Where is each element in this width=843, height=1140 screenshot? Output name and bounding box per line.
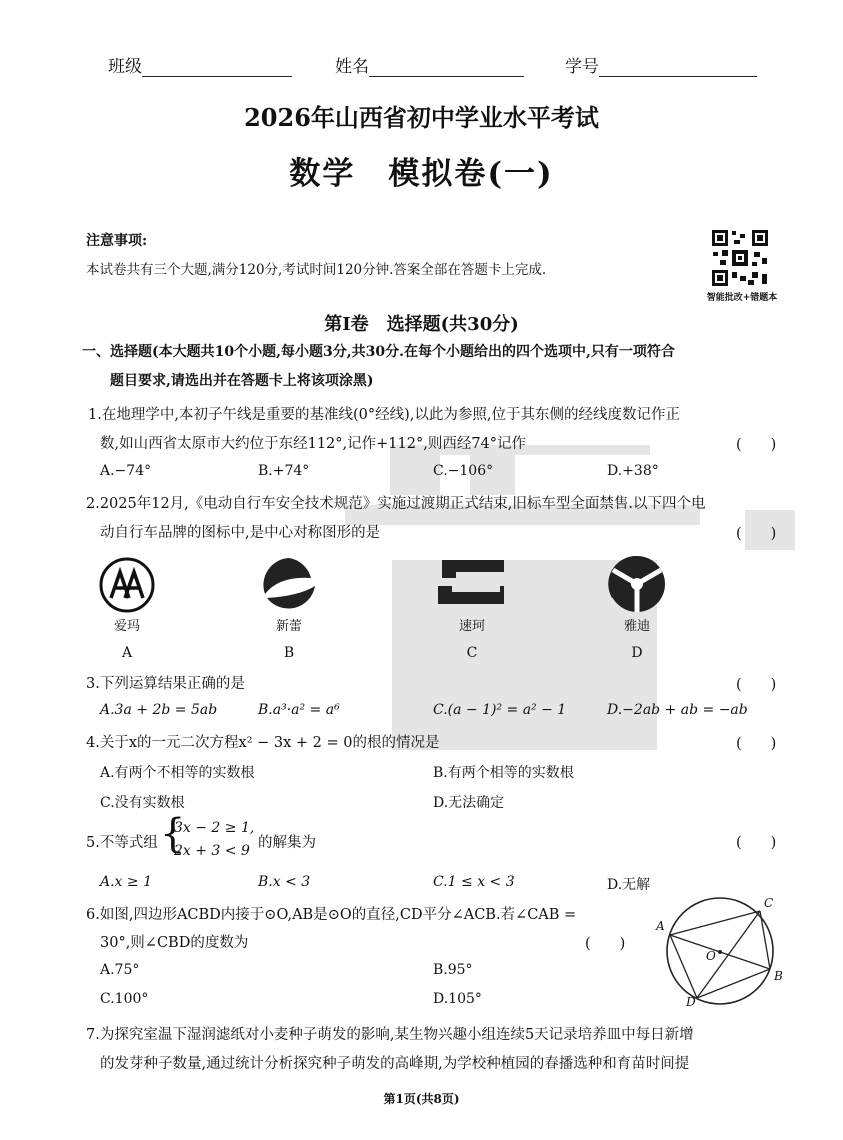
notice-text: 本试卷共有三个大题,满分120分,考试时间120分钟.答案全部在答题卡上完成. (86, 262, 547, 278)
circle-figure (650, 895, 790, 1010)
logo-label-a: 爱玛 (113, 619, 140, 634)
q6-option-c[interactable]: C.100° (100, 991, 149, 1007)
q1-stem-line-2: 数,如山西省太原市大约位于东经112°,记作+112°,则西经74°记作 (100, 436, 527, 452)
q3-option-d[interactable]: D.−2ab + ab = −ab (607, 702, 748, 718)
class-field (108, 52, 292, 77)
q5-option-c[interactable]: C.1 ≤ x < 3 (433, 874, 515, 890)
suke-logo[interactable] (434, 556, 508, 608)
figure-label-o: O (706, 949, 716, 963)
q1-option-d[interactable]: D.+38° (607, 463, 659, 479)
name-label: 姓名 (335, 57, 369, 77)
q4-answer-paren[interactable]: ( ) (736, 736, 777, 752)
page-number: 第1页(共8页) (383, 1092, 460, 1106)
q2-stem-line-2: 动自行车品牌的图标中,是中心对称图形的是 (100, 525, 381, 541)
q5-inequality-2: 2x + 3 < 9 (174, 843, 250, 859)
q5-option-d[interactable]: D.无解 (607, 877, 651, 893)
q1-option-a[interactable]: A.−74° (100, 463, 152, 479)
q3-option-b[interactable]: B.a³·a² = a⁶ (258, 702, 340, 718)
logo-label-c: 速珂 (458, 619, 485, 634)
q7-stem-line-1: 7.为探究室温下湿润滤纸对小麦种子萌发的影响,某生物兴趣小组连续5天记录培养皿中每日新增 (86, 1027, 694, 1043)
q6-option-b[interactable]: B.95° (433, 962, 473, 978)
logo-letter-b[interactable]: B (283, 645, 295, 661)
aima-logo[interactable] (98, 556, 156, 614)
q6-option-a[interactable]: A.75° (100, 962, 140, 978)
class-label: 班级 (108, 57, 142, 77)
q6-stem-line-1: 6.如图,四边形ACBD内接于⊙O,AB是⊙O的直径,CD平分∠ACB.若∠CAB = (86, 907, 577, 923)
name-blank[interactable] (369, 58, 524, 77)
q7-stem-line-2: 的发芽种子数量,通过统计分析探究种子萌发的高峰期,为学校种植园的春播选种和育苗时间提 (100, 1056, 690, 1072)
q6-option-d[interactable]: D.105° (433, 991, 482, 1007)
q5-suffix: 的解集为 (258, 835, 316, 851)
section-instruction-2: 题目要求,请选出并在答题卡上将该项涂黑) (110, 373, 374, 389)
q4-stem: 4.关于x的一元二次方程x² − 3x + 2 = 0的根的情况是 (86, 735, 440, 751)
q2-stem-line-1: 2.2025年12月,《电动自行车安全技术规范》实施过渡期正式结束,旧标车型全面禁售.以下四个电 (86, 496, 706, 512)
q3-option-a[interactable]: A.3a + 2b = 5ab (100, 702, 218, 718)
yadea-logo[interactable] (607, 554, 667, 614)
q1-stem-line-1: 1.在地理学中,本初子午线是重要的基准线(0°经线),以此为参照,位于其东侧的经线度数记作正 (88, 407, 680, 423)
q6-answer-paren[interactable]: ( ) (585, 936, 626, 952)
q3-answer-paren[interactable]: ( ) (736, 677, 777, 693)
id-blank[interactable] (599, 58, 757, 77)
q1-option-b[interactable]: B.+74° (258, 463, 310, 479)
q1-answer-paren[interactable]: ( ) (736, 437, 777, 453)
q2-answer-paren[interactable]: ( ) (736, 526, 777, 542)
logo-letter-d[interactable]: D (631, 645, 643, 661)
q3-option-c[interactable]: C.(a − 1)² = a² − 1 (433, 702, 567, 718)
logo-label-b: 新蕾 (275, 619, 302, 634)
q5-brace-icon: { (160, 811, 186, 857)
logo-label-d: 雅迪 (623, 619, 650, 634)
figure-label-a: A (656, 919, 665, 933)
q5-option-a[interactable]: A.x ≥ 1 (100, 874, 152, 890)
logo-letter-c[interactable]: C (466, 645, 478, 661)
q5-prefix: 5.不等式组 (86, 835, 158, 851)
qr-code[interactable] (710, 228, 770, 288)
id-label: 学号 (565, 57, 599, 77)
exam-title: 2026年山西省初中学业水平考试 (244, 103, 599, 132)
exam-subtitle: 数学 模拟卷(一) (289, 156, 554, 192)
xinlei-logo[interactable] (259, 556, 319, 614)
class-blank[interactable] (142, 58, 292, 77)
notice-heading: 注意事项: (86, 233, 148, 249)
section-title: 第Ⅰ卷 选择题(共30分) (324, 314, 519, 335)
q4-option-b[interactable]: B.有两个相等的实数根 (433, 765, 574, 781)
q5-inequality-1: 3x − 2 ≥ 1, (174, 820, 255, 836)
q4-option-d[interactable]: D.无法确定 (433, 795, 505, 811)
q4-option-a[interactable]: A.有两个不相等的实数根 (100, 765, 255, 781)
q4-option-c[interactable]: C.没有实数根 (100, 795, 185, 811)
q3-stem: 3.下列运算结果正确的是 (86, 676, 245, 692)
figure-label-b: B (774, 969, 783, 983)
figure-label-c: C (764, 896, 774, 910)
q5-answer-paren[interactable]: ( ) (736, 835, 777, 851)
id-field (565, 52, 757, 77)
logo-letter-a[interactable]: A (121, 645, 133, 661)
section-instruction-1: 一、选择题(本大题共10个小题,每小题3分,共30分.在每个小题给出的四个选项中,只有一项符合 (82, 344, 675, 360)
name-field (335, 52, 524, 77)
figure-label-d: D (686, 995, 696, 1009)
q6-stem-line-2: 30°,则∠CBD的度数为 (100, 935, 249, 951)
q5-option-b[interactable]: B.x < 3 (258, 874, 311, 890)
q1-option-c[interactable]: C.−106° (433, 463, 494, 479)
qr-caption: 智能批改+错题本 (706, 293, 778, 303)
